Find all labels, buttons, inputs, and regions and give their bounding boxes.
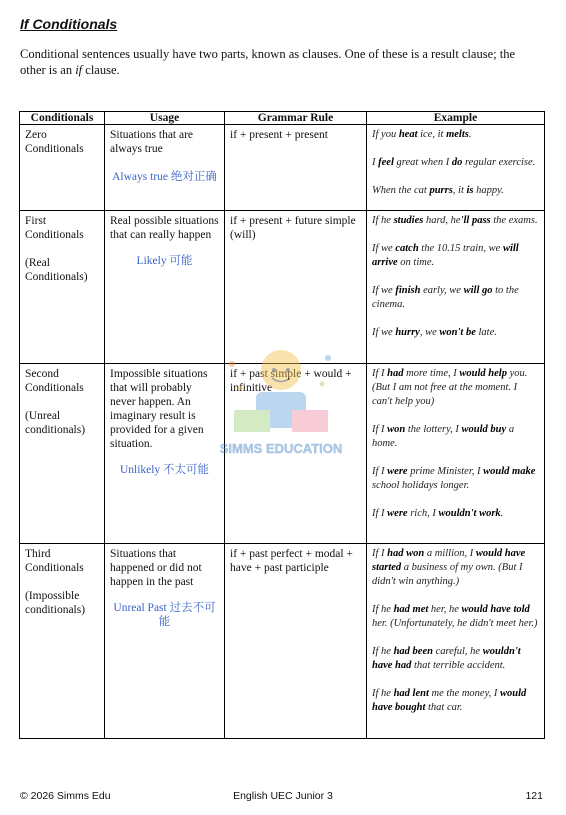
example-text: more time, I: [403, 368, 460, 379]
example-text: a business of my own. (But I didn't win anything.): [372, 562, 523, 587]
grammar-rule: if + present + present: [230, 129, 328, 141]
example-sentence: [372, 128, 539, 142]
conditional-name: Zero Conditionals: [25, 129, 84, 155]
example-verb-phrase: would buy: [461, 424, 507, 435]
example-verb-phrase: were: [387, 466, 408, 477]
example-sentence: [372, 214, 539, 228]
example-verb-phrase: had met: [393, 604, 429, 615]
grammar-rule-cell: [225, 125, 367, 211]
example-verb-phrase: catch: [395, 243, 419, 254]
intro-paragraph: [20, 46, 540, 78]
conditional-name-cell: [20, 125, 105, 211]
example-text: ice, it: [417, 129, 447, 140]
example-text: If he: [372, 215, 394, 226]
conditional-name-cell: [20, 544, 105, 739]
example-verb-phrase: will go: [463, 285, 493, 296]
grammar-rule: if + past perfect + modal + have + past participle: [230, 548, 353, 574]
example-verb-phrase: heat: [398, 129, 418, 140]
example-verb-phrase: finish: [395, 285, 421, 296]
example-verb-phrase: hurry: [395, 327, 420, 338]
example-text: hard, he: [423, 215, 461, 226]
example-text: careful, he: [432, 646, 483, 657]
header-example: Example: [367, 112, 545, 125]
example-text: that terrible accident.: [411, 660, 506, 671]
footer-page-number: 121: [525, 790, 543, 802]
intro-if-word: if: [75, 63, 83, 77]
example-text: early, we: [420, 285, 464, 296]
example-text: her. (Unfortunately, he didn't meet her.): [372, 618, 538, 629]
example-text: on time.: [397, 257, 435, 268]
example-text: the lottery, I: [405, 424, 462, 435]
example-verb-phrase: wouldn't have had: [372, 646, 521, 671]
table-row: [20, 211, 545, 364]
usage-text: Situations that happened or did not happen in the past: [110, 548, 202, 588]
example-text: When the cat: [372, 185, 430, 196]
example-text: great when I: [393, 157, 452, 168]
table-row: [20, 125, 545, 211]
conditional-name-cell: [20, 364, 105, 544]
example-text: the exams.: [490, 215, 538, 226]
example-text: If I: [372, 466, 388, 477]
example-text: If we: [372, 285, 396, 296]
header-conditionals: Conditionals: [20, 112, 105, 125]
example-text: the 10.15 train, we: [418, 243, 503, 254]
grammar-rule: if + past simple + would + infinitive: [230, 368, 352, 394]
example-text: If I: [372, 368, 388, 379]
example-sentence: [372, 156, 539, 170]
conditionals-table: [19, 111, 545, 739]
example-text: If I: [372, 548, 388, 559]
grammar-rule-cell: [225, 211, 367, 364]
example-verb-phrase: do: [451, 157, 463, 168]
example-text: rich, I: [407, 508, 439, 519]
example-text: a million, I: [424, 548, 476, 559]
grammar-rule-cell: [225, 364, 367, 544]
example-sentence: [372, 184, 539, 198]
example-text: .: [500, 508, 504, 519]
example-verb-phrase: purrs: [429, 185, 453, 196]
example-text: I: [372, 157, 379, 168]
example-text: prime Minister, I: [407, 466, 484, 477]
example-text: me the money, I: [428, 688, 501, 699]
example-verb-phrase: melts: [446, 129, 469, 140]
usage-chinese: Always true 绝对正确: [112, 171, 217, 183]
example-sentence: [372, 367, 539, 409]
example-text: If we: [372, 243, 396, 254]
example-verb-phrase: 'll pass: [460, 215, 491, 226]
example-text: her, he: [428, 604, 462, 615]
usage-text: Situations that are always true: [110, 129, 194, 155]
example-cell: [367, 125, 545, 211]
example-text: happy.: [473, 185, 504, 196]
example-text: If he: [372, 688, 394, 699]
example-cell: [367, 364, 545, 544]
example-text: a home.: [372, 424, 515, 449]
intro-text-2: clause.: [82, 63, 120, 77]
example-verb-phrase: had: [387, 368, 404, 379]
example-text: If he: [372, 604, 394, 615]
example-sentence: [372, 423, 539, 451]
conditional-subname: (Real Conditionals): [25, 257, 88, 283]
example-sentence: [372, 547, 539, 589]
conditional-subname: (Unreal conditionals): [25, 410, 86, 436]
example-verb-phrase: had won: [387, 548, 425, 559]
page-title: If Conditionals: [20, 16, 118, 32]
header-usage: Usage: [105, 112, 225, 125]
usage-cell: [105, 125, 225, 211]
example-sentence: [372, 326, 539, 340]
example-verb-phrase: will arrive: [372, 243, 519, 268]
usage-text: Real possible situations that can really happen: [110, 215, 219, 241]
conditional-subname: (Impossible conditionals): [25, 590, 86, 616]
example-verb-phrase: would have told: [461, 604, 530, 615]
example-text: If I: [372, 424, 388, 435]
example-sentence: [372, 687, 539, 715]
example-verb-phrase: were: [387, 508, 408, 519]
table-row: [20, 544, 545, 739]
conditional-name: First Conditionals: [25, 215, 84, 241]
example-text: If we: [372, 327, 396, 338]
example-verb-phrase: would have bought: [372, 688, 527, 713]
table-header-row: [20, 112, 545, 125]
grammar-rule: if + present + future simple (will): [230, 215, 356, 241]
example-text: you. (But I am not free at the moment. I can't help you): [372, 368, 528, 407]
example-sentence: [372, 465, 539, 493]
example-text: school holidays longer.: [372, 480, 470, 491]
watermark-text: SIMMS EDUCATION: [219, 441, 343, 456]
conditional-name: Second Conditionals: [25, 368, 84, 394]
header-grammar-rule: Grammar Rule: [225, 112, 367, 125]
example-text: , we: [419, 327, 440, 338]
example-verb-phrase: is: [466, 185, 474, 196]
grammar-rule-cell: [225, 544, 367, 739]
example-text: to the cinema.: [372, 285, 519, 310]
usage-chinese: Unreal Past 过去不可能: [113, 602, 216, 628]
example-verb-phrase: had lent: [393, 688, 429, 699]
conditional-name: Third Conditionals: [25, 548, 84, 574]
example-text: .: [468, 129, 472, 140]
footer-copyright: © 2026 Simms Edu: [20, 790, 111, 802]
example-verb-phrase: won't be: [439, 327, 476, 338]
example-text: If you: [372, 129, 399, 140]
example-verb-phrase: would have started: [372, 548, 526, 573]
example-text: that car.: [425, 702, 463, 713]
example-sentence: [372, 284, 539, 312]
example-text: , it: [452, 185, 467, 196]
example-sentence: [372, 603, 539, 631]
example-verb-phrase: would make: [483, 466, 536, 477]
example-verb-phrase: had been: [393, 646, 433, 657]
example-sentence: [372, 507, 539, 521]
example-text: If he: [372, 646, 394, 657]
example-sentence: [372, 242, 539, 270]
example-verb-phrase: won: [387, 424, 406, 435]
usage-cell: [105, 544, 225, 739]
usage-cell: [105, 364, 225, 544]
example-cell: [367, 211, 545, 364]
usage-chinese: Likely 可能: [136, 255, 193, 267]
example-sentence: [372, 645, 539, 673]
example-cell: [367, 544, 545, 739]
usage-chinese: Unlikely 不太可能: [119, 464, 210, 476]
example-verb-phrase: feel: [378, 157, 394, 168]
example-verb-phrase: studies: [393, 215, 424, 226]
example-text: late.: [475, 327, 497, 338]
intro-text-1: Conditional sentences usually have two parts, known as clauses. One of these is a result clause; the other is an: [20, 47, 516, 77]
example-verb-phrase: would help: [459, 368, 507, 379]
example-verb-phrase: wouldn't work: [438, 508, 501, 519]
usage-text: Impossible situations that will probably never happen. An imaginary result is provided for a given situation.: [110, 368, 208, 450]
table-row: [20, 364, 545, 544]
example-text: regular exercise.: [462, 157, 536, 168]
conditional-name-cell: [20, 211, 105, 364]
example-text: If I: [372, 508, 388, 519]
usage-cell: [105, 211, 225, 364]
footer-book-title: English UEC Junior 3: [233, 790, 333, 802]
